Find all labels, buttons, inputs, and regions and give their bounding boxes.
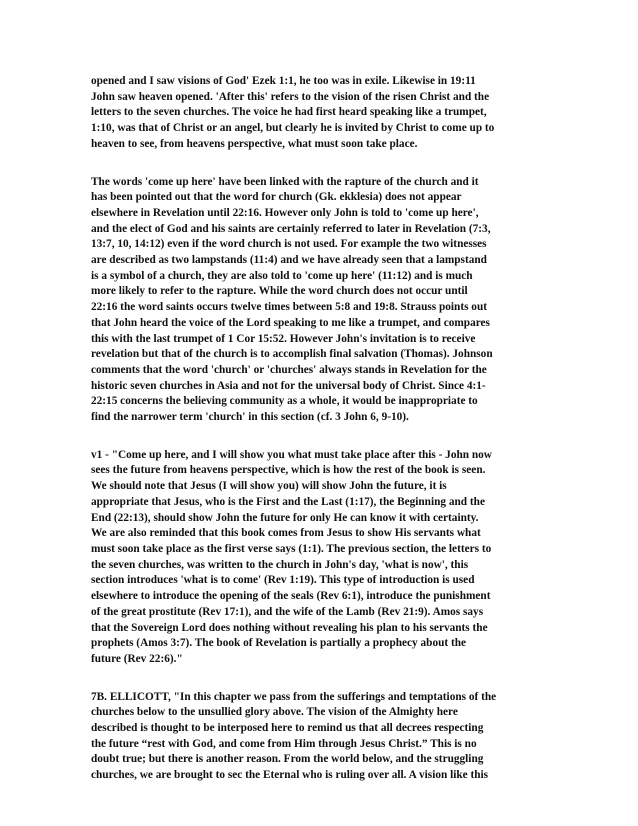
paragraph-ezekiel-vision: opened and I saw visions of God' Ezek 1:1, he too was in exile. Likewise in 19:11 John saw heaven opened. 'After this' refers to the vision of the risen Christ and the letters to the seven churches. The voice he had first heard speaking like a trumpet, 1:10, was that of Christ or an angel, but clearly he is invited by Christ to come up to heaven to see, from heavens perspective, what must soon take place. (91, 75, 495, 150)
paragraph-come-up-here-rapture: The words 'come up here' have been linked with the rapture of the church and it has been pointed out that the word for church (Gk. ekklesia) does not appear elsewhere in Revelation until 22:16. However only John is told to 'come up here', and the elect of God and his saints are certainly referred to later in Revelation (7:3, 13:7, 10, 14:12) even if the word church is not used. For example the two witnesses are described as two lampstands (11:4) and we have already seen that a lampstand is a symbol of a church, they are also told to 'come up here' (11:12) and is much more likely to refer to the rapture. While the word church does not occur until 22:16 the word saints occurs twelve times between 5:8 and 19:8. Strauss points out that John heard the voice of the Lord speaking to me like a trumpet, and compares this with the last trumpet of 1 Cor 15:52. However John's invitation is to receive revelation but that of the church is to accomplish final salvation (Thomas). Johnson comments that the word 'church' or 'churches' always stands in Revelation for the historic seven churches in Asia and not for the universal body of Christ. Since 4:1- 22:15 concerns the believing community as a whole, it would be inappropriate to find the narrower term 'church' in this section (cf. 3 John 6, 9-10). (91, 175, 493, 424)
document-page (91, 74, 547, 784)
paragraph-v1-commentary: v1 - "Come up here, and I will show you what must take place after this - John now sees the future from heavens perspective, which is how the rest of the book is seen. We should note that Jesus (I will show you) will show John the future, it is appropriate that Jesus, who is the First and the Last (1:17), the Beginning and the End (22:13), should show John the future for only He can know it with certainty. We are also reminded that this book comes from Jesus to show His servants what must soon take place as the first verse says (1:1). The previous section, the letters to the seven churches, was written to the church in John's day, 'what is now', this section introduces 'what is to come' (Rev 1:19). This type of introduction is used elsewhere to introduce the opening of the seals (Rev 6:1), introduce the punishment of the great prostitute (Rev 17:1), and the wife of the Lamb (Rev 21:9). Amos says that the Sovereign Lord does nothing without revealing his plan to his servants the prophets (Amos 3:7). The book of Revelation is partially a prophecy about the future (Rev 22:6)." (91, 448, 492, 665)
paragraph-ellicott-commentary: 7B. ELLICOTT, "In this chapter we pass from the sufferings and temptations of the churches below to the unsullied glory above. The vision of the Almighty here described is thought to be interposed here to remind us that all decrees respecting the future “rest with God, and come from Him through Jesus Christ.” This is no doubt true; but there is another reason. From the world below, and the struggling churches, we are brought to sec the Eternal who is ruling over all. A vision like this (91, 690, 497, 782)
